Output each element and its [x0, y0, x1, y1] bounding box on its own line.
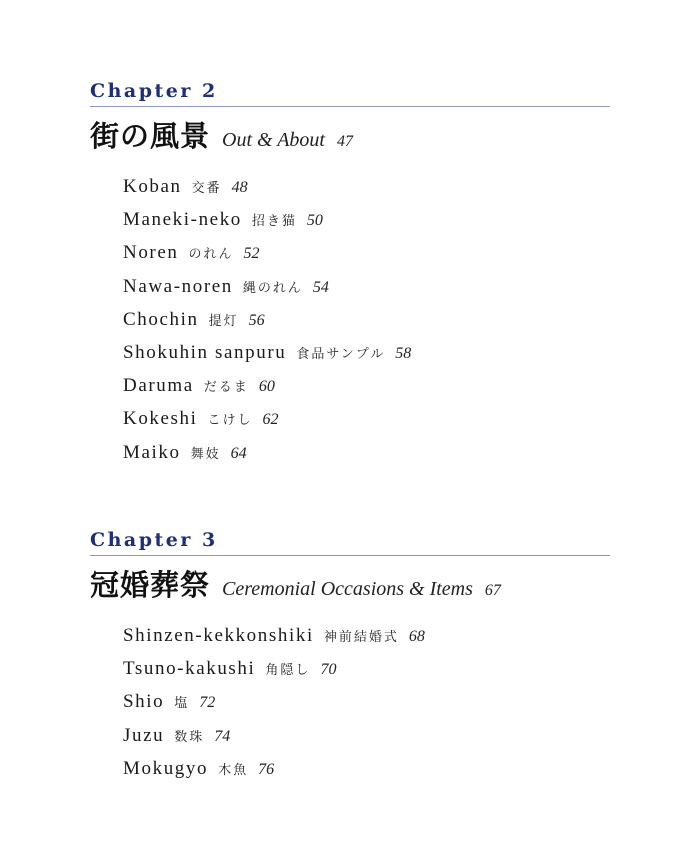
entry-page-number: 60: [258, 378, 275, 396]
entry-title-jp: 角隠し: [265, 663, 311, 679]
chapter-divider: [90, 555, 610, 556]
entry-title-jp: だるま: [203, 380, 249, 396]
toc-entry[interactable]: [123, 436, 411, 469]
entry-page-number: 48: [231, 179, 248, 196]
entry-title-jp: 木魚: [218, 762, 249, 778]
entry-title-en: Koban: [123, 176, 182, 197]
entry-title-jp: 交番: [191, 181, 222, 196]
entry-title-en: Shio: [123, 691, 165, 713]
entry-title-en: Juzu: [123, 724, 165, 746]
entry-title-jp: 舞妓: [190, 446, 221, 462]
toc-entry[interactable]: [123, 236, 411, 269]
entry-title-jp: のれん: [188, 247, 234, 263]
toc-entry[interactable]: [123, 685, 425, 718]
entry-title-en: Maneki-neko: [123, 209, 242, 231]
entry-page-number: 74: [214, 727, 231, 745]
entry-title-en: Kokeshi: [123, 408, 198, 430]
toc-entry[interactable]: [123, 652, 425, 685]
chapter-page-number: 47: [336, 133, 353, 150]
chapter-divider: [90, 106, 610, 107]
toc-entry[interactable]: [123, 303, 411, 336]
toc-entry[interactable]: [123, 752, 425, 785]
toc-entry[interactable]: [123, 270, 411, 303]
entry-title-en: Noren: [123, 242, 179, 264]
chapter-title-en: Out & About: [222, 129, 325, 151]
entry-title-en: Shinzen-kekkonshiki: [123, 625, 314, 646]
toc-entry[interactable]: [123, 203, 411, 236]
entry-page-number: 68: [408, 628, 425, 645]
toc-entry[interactable]: [123, 619, 425, 652]
entry-title-en: Chochin: [123, 308, 199, 330]
entry-title-jp: 数珠: [174, 729, 205, 745]
chapter-title-jp: 街の風景: [90, 119, 211, 153]
entry-list: [123, 170, 411, 469]
entry-page-number: 70: [320, 661, 337, 679]
entry-title-jp: こけし: [207, 413, 253, 429]
entry-title-jp: 縄のれん: [242, 280, 303, 296]
chapter-title-en: Ceremonial Occasions & Items: [222, 578, 473, 600]
entry-page-number: 62: [262, 411, 279, 429]
toc-entry[interactable]: [123, 336, 411, 369]
entry-page-number: 72: [199, 694, 216, 712]
entry-title-jp: 神前結婚式: [323, 630, 399, 645]
chapter-page-number: 67: [484, 582, 501, 599]
chapter-title-jp: 冠婚葬祭: [90, 568, 211, 602]
entry-page-number: 64: [230, 444, 247, 462]
chapter-label: Chapter 3: [90, 529, 218, 551]
chapter-title: [90, 565, 501, 611]
entry-title-en: Mokugyo: [123, 757, 209, 779]
entry-title-jp: 招き猫: [251, 214, 297, 230]
entry-title-jp: 食品サンプル: [296, 346, 386, 362]
toc-entry[interactable]: [123, 369, 411, 402]
entry-page-number: 54: [312, 278, 329, 296]
entry-title-en: Nawa-noren: [123, 275, 233, 297]
entry-page-number: 56: [248, 311, 265, 329]
toc-entry[interactable]: [123, 402, 411, 435]
entry-title-jp: 提灯: [208, 313, 239, 329]
entry-page-number: 76: [258, 760, 275, 778]
entry-title-jp: 塩: [174, 696, 190, 712]
chapter-title: [90, 116, 353, 162]
entry-list: [123, 619, 425, 785]
entry-page-number: 52: [243, 245, 260, 263]
entry-title-en: Maiko: [123, 441, 181, 463]
toc-entry[interactable]: [123, 719, 425, 752]
entry-title-en: Daruma: [123, 375, 194, 397]
entry-title-en: Shokuhin sanpuru: [123, 341, 287, 363]
entry-page-number: 50: [306, 212, 323, 230]
entry-title-en: Tsuno-kakushi: [123, 658, 256, 680]
entry-page-number: 58: [395, 344, 412, 362]
toc-entry[interactable]: [123, 170, 411, 203]
chapter-label: Chapter 2: [90, 80, 218, 102]
